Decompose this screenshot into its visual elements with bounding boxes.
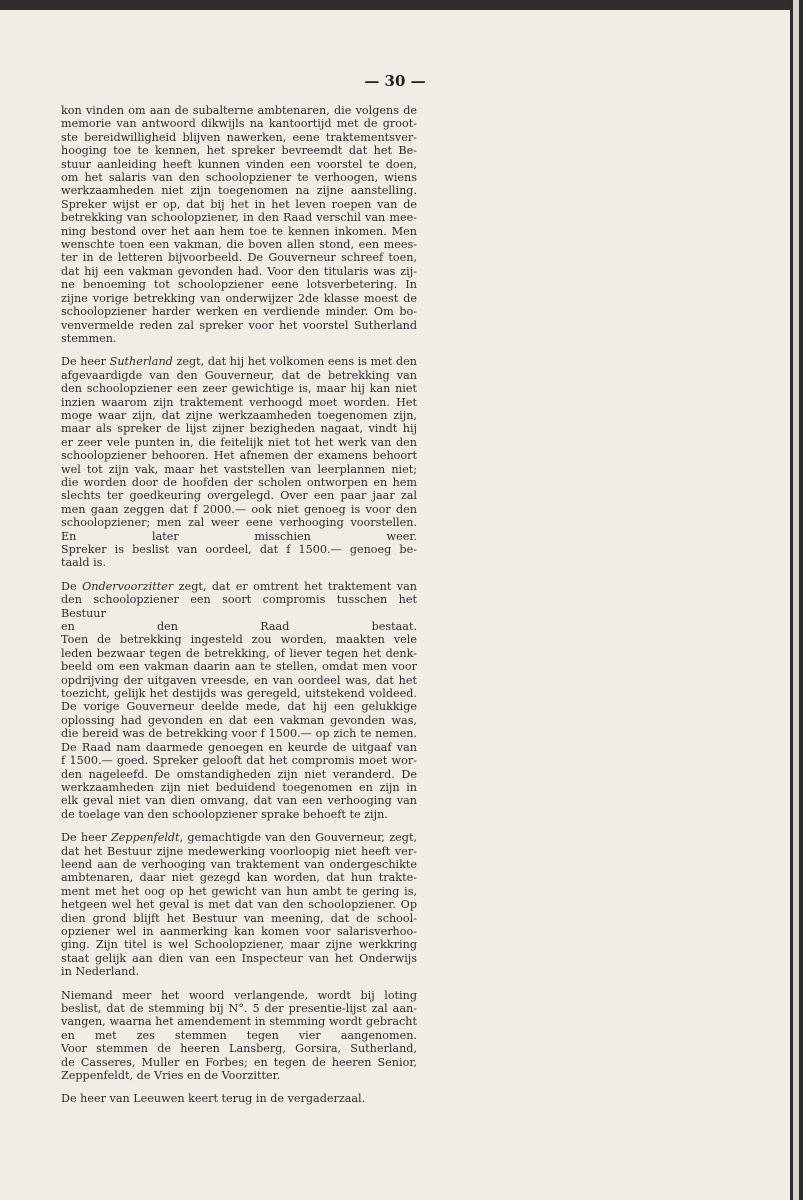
text-line: elk geval niet van dien omvang, dat van een verhooging van <box>61 794 417 808</box>
text-line: schoolopziener; men zal weer eene verhooging voorstellen. <box>61 516 417 530</box>
paragraph <box>61 989 417 1083</box>
text-line: beeld om een vakman daarin aan te stellen, omdat men voor <box>61 660 417 674</box>
text-line: om het salaris van den schoolopziener te verhoogen, wiens <box>61 171 417 185</box>
paragraph <box>61 1092 417 1105</box>
text-line: De Ondervoorzitter zegt, dat er omtrent het traktement van <box>61 579 417 593</box>
text-line: ambtenaren, daar niet gezegd kan worden, dat hun trakte- <box>61 871 417 885</box>
text-line: ging. Zijn titel is wel Schoolopziener, maar zijne werkkring <box>61 938 417 952</box>
text-line: wenschte toen een vakman, die boven allen stond, een mees- <box>61 238 417 252</box>
text-line: hetgeen wel het geval is met dat van den schoolopziener. Op <box>61 898 417 912</box>
text-line: schoolopziener behooren. Het afnemen der examens behoort <box>61 449 417 463</box>
text-line: De Raad nam daarmede genoegen en keurde de uitgaaf van <box>61 740 417 754</box>
speaker-name: Zeppenfeldt <box>111 831 180 845</box>
text-line: kon vinden om aan de subalterne ambtenaren, die volgens de <box>61 104 417 117</box>
text-line: betrekking van schoolopziener, in den Raad verschil van mee- <box>61 211 417 225</box>
text-line: taald is. <box>61 556 107 570</box>
text-line: En later misschien weer. <box>61 529 417 543</box>
text-line: inzien waarom zijn traktement verhoogd moet worden. Het <box>61 395 417 409</box>
text-line: oplossing had gevonden en dat een vakman gevonden was, <box>61 713 417 727</box>
text-line: De heer Zeppenfeldt, gemachtigde van den Gouverneur, zegt, <box>61 831 418 845</box>
text-line: dien grond blijft het Bestuur van meening, dat de school- <box>61 911 417 925</box>
text-line: stuur aanleiding heeft kunnen vinden een voorstel te doen, <box>61 157 417 171</box>
text-line: schoolopziener harder werken en verdiende minder. Om bo- <box>61 305 417 319</box>
text-line: er zeer vele punten in, die feitelijk niet tot het werk van den <box>61 435 417 449</box>
paragraph <box>61 580 417 821</box>
text-line: en met zes stemmen tegen vier aangenomen. <box>61 1028 417 1042</box>
text-line: die bereid was de betrekking voor f 1500.— op zich te nemen. <box>61 727 417 741</box>
text-line: f 1500.— goed. Spreker gelooft dat het compromis moet wor- <box>61 754 417 768</box>
text-line: wel tot zijn vak, maar het vaststellen van leerplannen niet; <box>61 462 417 476</box>
text-line: maar als spreker de lijst zijner bezigheden nagaat, vindt hij <box>61 422 417 436</box>
text-line: leend aan de verhooging van traktement van ondergeschikte <box>61 857 417 871</box>
text-line: vangen, waarna het amendement in stemming wordt gebracht <box>61 1015 417 1029</box>
text-line: werkzaamheden zijn niet beduidend toegenomen en zijn in <box>61 780 417 794</box>
text-line: den schoolopziener een soort compromis tusschen het Bestuur <box>61 593 417 620</box>
text-line: Toen de betrekking ingesteld zou worden, maakten vele <box>61 633 417 647</box>
text-line: werkzaamheden niet zijn toegenomen na zijne aanstelling. <box>61 184 417 198</box>
text-line: De vorige Gouverneur deelde mede, dat hij een gelukkige <box>61 700 417 714</box>
text-line: Niemand meer het woord verlangende, wordt bij loting <box>61 988 417 1002</box>
text-line: in Nederland. <box>61 965 140 979</box>
text-line: Voor stemmen de heeren Lansberg, Gorsira, Sutherland, <box>61 1042 417 1056</box>
text-line: en den Raad bestaat. <box>61 620 417 634</box>
page-number: — 30 — <box>364 72 426 90</box>
text-line: de toelage van den schoolopziener sprake behoeft te zijn. <box>61 807 388 821</box>
text-line: opdrijving der uitgaven vreesde, en van oordeel was, dat het <box>61 673 417 687</box>
text-line: venvermelde reden zal spreker voor het voorstel Sutherland <box>61 318 417 332</box>
text-line: ment met het oog op het gewicht van hun ambt te gering is, <box>61 884 417 898</box>
text-line: ne benoeming tot schoolopziener eene lotsverbetering. In <box>61 278 417 292</box>
text-line: den nageleefd. De omstandigheden zijn niet veranderd. De <box>61 767 417 781</box>
text-line: De heer van Leeuwen keert terug in de vergaderzaal. <box>61 1092 366 1106</box>
text-line: Spreker wijst er op, dat bij het in het leven roepen van de <box>61 197 417 211</box>
paragraph <box>61 355 417 570</box>
text-line: de Casseres, Muller en Forbes; en tegen de heeren Senior, <box>61 1055 417 1069</box>
text-line: den schoolopziener een zeer gewichtige is, maar hij kan niet <box>61 382 417 396</box>
text-line: men gaan zeggen dat f 2000.— ook niet genoeg is voor den <box>61 502 417 516</box>
text-line: ter in de letteren bijvoorbeeld. De Gouverneur schreef toen, <box>61 251 417 265</box>
text-line: moge waar zijn, dat zijne werkzaamheden toegenomen zijn, <box>61 408 417 422</box>
speaker-name: Sutherland <box>109 355 173 369</box>
text-line: ste bereidwilligheid blijven nawerken, eene traktementsver- <box>61 130 417 144</box>
scan-top-border <box>0 0 790 10</box>
speaker-name: Ondervoorzitter <box>82 579 174 593</box>
text-line: dat hij een vakman gevonden had. Voor den titularis was zij- <box>61 264 417 278</box>
text-line: toezicht, gelijk het destijds was geregeld, uitstekend voldeed. <box>61 687 417 701</box>
text-line: beslist, dat de stemming bij N°. 5 der presentie-lijst zal aan- <box>61 1002 417 1015</box>
text-line: afgevaardigde van den Gouverneur, dat de betrekking van <box>61 368 417 382</box>
text-line: slechts ter goedkeuring overgelegd. Over een paar jaar zal <box>61 489 417 503</box>
text-line: ning bestond over het aan hem toe te kennen inkomen. Men <box>61 224 417 238</box>
text-line: opziener wel in aanmerking kan komen voor salarisverhoo- <box>61 924 417 938</box>
scan-right-edge <box>790 0 803 1200</box>
text-line: hooging toe te kennen, het spreker bevreemdt dat het Be- <box>61 144 417 158</box>
text-line: stemmen. <box>61 331 117 345</box>
text-line: Spreker is beslist van oordeel, dat f 1500.— genoeg be- <box>61 543 417 556</box>
text-line: dat het Bestuur zijne medewerking voorloopig niet heeft ver- <box>61 844 417 858</box>
body-text <box>61 104 417 1116</box>
text-line: staat gelijk aan dien van een Inspecteur van het Onderwijs <box>61 951 417 965</box>
text-line: die worden door de hoofden der scholen ontworpen en hem <box>61 475 417 489</box>
text-line: De heer Sutherland zegt, dat hij het volkomen eens is met den <box>61 355 418 369</box>
text-line: zijne vorige betrekking van onderwijzer 2de klasse moest de <box>61 291 417 305</box>
text-line: Zeppenfeldt, de Vries en de Voorzitter. <box>61 1069 281 1083</box>
paragraph <box>61 831 417 978</box>
text-line: memorie van antwoord dikwijls na kantoortijd met de groot- <box>61 117 417 131</box>
text-line: leden bezwaar tegen de betrekking, of liever tegen het denk- <box>61 646 417 660</box>
paragraph <box>61 104 417 345</box>
